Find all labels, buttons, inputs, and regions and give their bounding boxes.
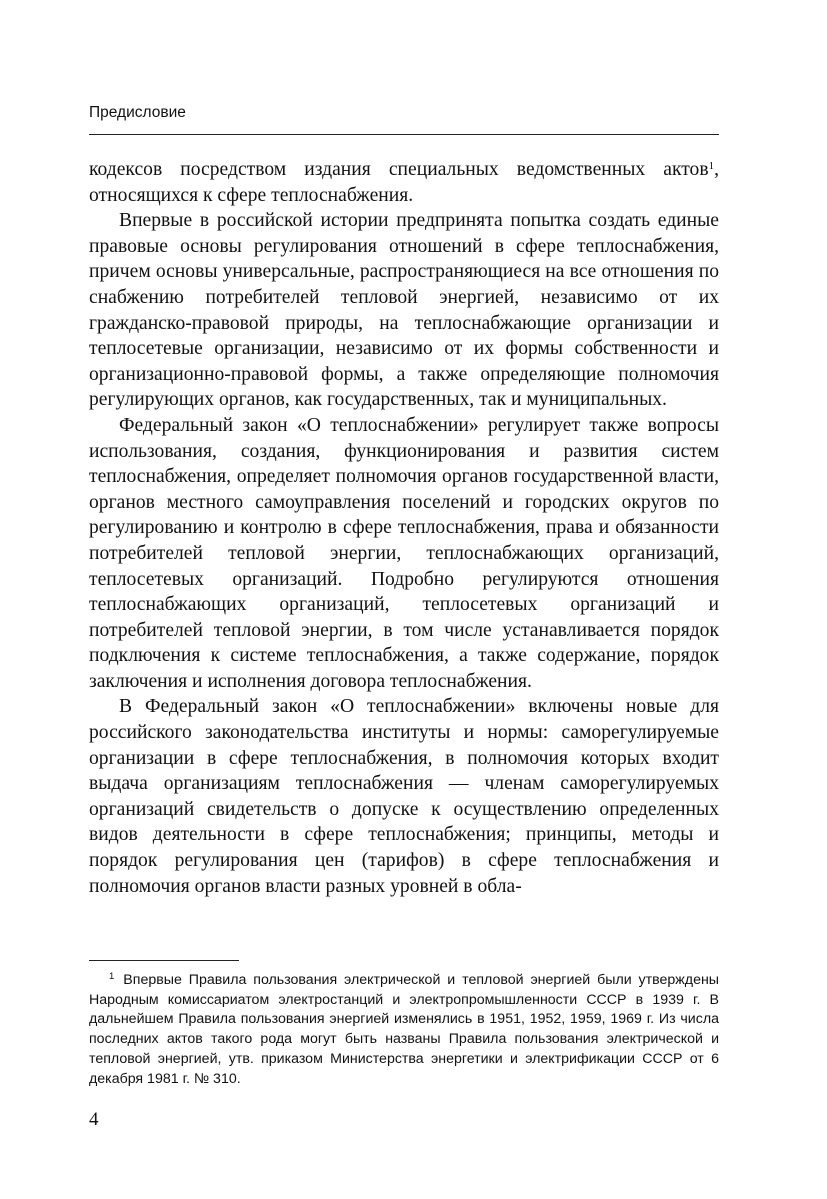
footnote-mark: 1 <box>109 971 115 983</box>
footnote <box>89 971 719 1089</box>
main-text <box>89 157 719 899</box>
footnote-text: Впервые Правила пользования электрической и тепловой энергией были утверждены Народным комиссариатом электростанций и электропромышленности СССР в 1939 г. В дальнейшем Правила пользования энергией изменялись в 1951, 1952, 1959, 1969 г. Из числа последних актов такого рода могут быть названы Правила пользования электрической и тепловой энергией, утв. приказом Министерства энергетики и электрификации СССР от 6 декабря 1981 г. № 310. <box>89 972 719 1087</box>
footnote-reference[interactable]: 1 <box>708 159 715 172</box>
paragraph-4: В Федеральный закон «О теплоснабжении» включены новые для российского законодательства институты и нормы: саморегулируемые организации в сфере теплоснабжения, в полномочия которых входит выдача организациям теплоснабжения — членам саморегулируемых организаций свидетельств о допуске к осуществлению определенных видов деятельности в сфере теплоснабжения; принципы, методы и порядок регулирования цен (тарифов) в сфере теплоснабжения и полномочия органов власти разных уровней в обла- <box>89 696 719 897</box>
paragraph-1-tail: , относящихся к сфере теплоснабжения. <box>89 159 719 206</box>
paragraph-1 <box>89 157 719 208</box>
footnote-divider <box>89 960 239 961</box>
paragraph-1-text: кодексов посредством издания специальных ведомственных актов <box>89 159 709 180</box>
paragraph-3: Федеральный закон «О теплоснабжении» регулирует также вопросы использования, создания, функционирования и развития систем теплоснабжения, определяет полномочия органов государственной власти, органов местного самоуправления поселений и городских округов по регулированию и контролю в сфере теплоснабжения, права и обязанности потребителей тепловой энергии, теплоснабжающих организаций, теплосетевых организаций. Подробно регулируются отношения теплоснабжающих организаций, теплосетевых организаций и потребителей тепловой энергии, в том числе устанавливается порядок подключения к системе теплоснабжения, а также содержание, порядок заключения и исполнения договора теплоснабжения. <box>89 414 719 692</box>
paragraph-2: Впервые в российской истории предпринята попытка создать единые правовые основы регулирования отношений в сфере теплоснабжения, причем основы универсальные, распространяющиеся на все отношения по снабжению потребителей тепловой энергией, независимо от их гражданско-правовой природы, на теплоснабжающие организации и теплосетевые организации, независимо от их формы собственности и организационно-правовой формы, а также определяющие полномочия регулирующих органов, как государственных, так и муниципальных. <box>89 210 719 411</box>
running-head-title: Предисловие <box>89 104 186 121</box>
page-number: 4 <box>89 1109 99 1130</box>
header-divider <box>89 134 719 135</box>
